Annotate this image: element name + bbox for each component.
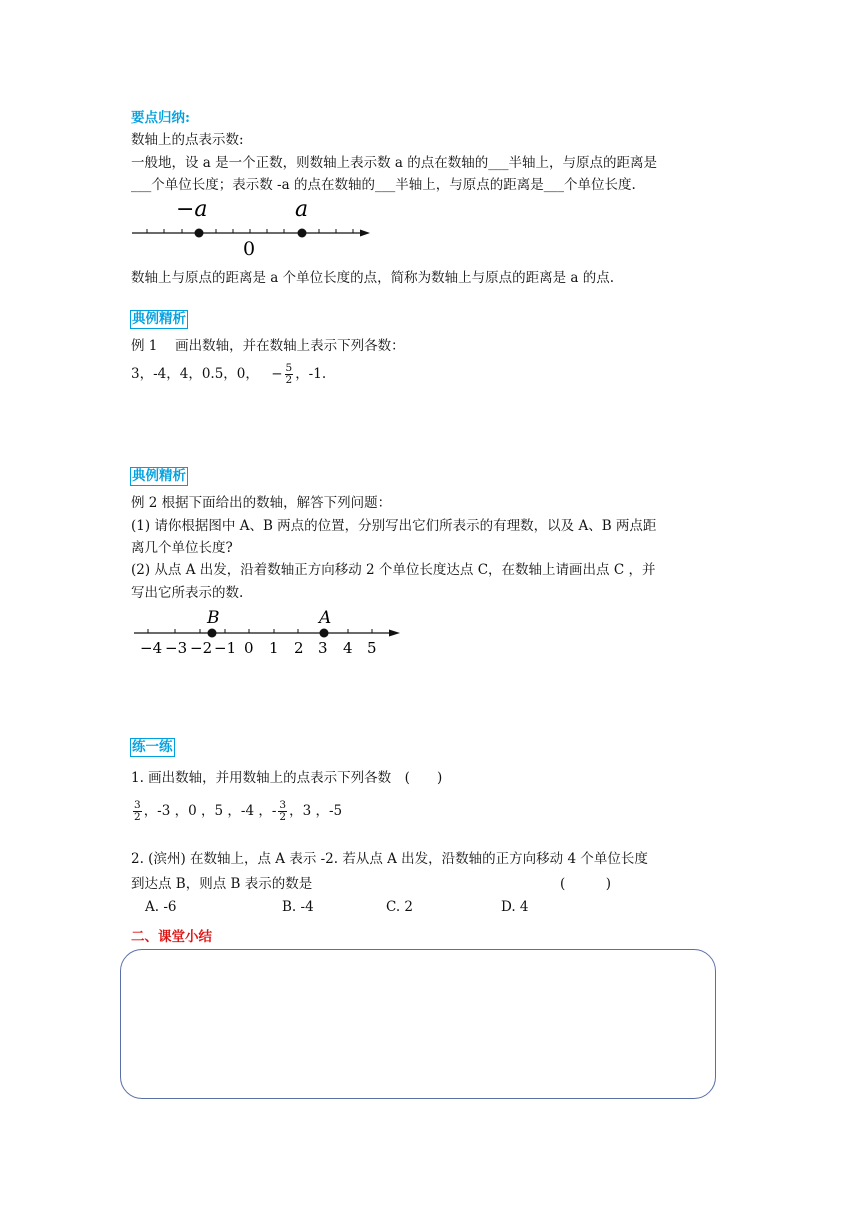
- point-a: [298, 229, 307, 238]
- label-a: A: [319, 608, 332, 628]
- tick-label-3: 3: [318, 639, 328, 657]
- summary-box: [120, 949, 716, 1099]
- fraction-denominator: 2: [285, 374, 293, 386]
- practice-tag: 练一练: [132, 739, 173, 755]
- option-b: B. -4: [282, 899, 314, 915]
- fraction-numerator: 3: [134, 799, 141, 811]
- tick-label-neg-1: −1: [214, 639, 237, 657]
- tick-label-1: 1: [269, 639, 279, 657]
- example-2-q2-line-2: 写出它所表示的数.: [131, 585, 244, 601]
- example-2-title: 例 2 根据下面给出的数轴，解答下列问题：: [131, 495, 392, 511]
- example-1-fraction-sign: −: [271, 366, 283, 382]
- tick-label-2: 2: [294, 639, 304, 657]
- practice-q1: 1. 画出数轴，并用数轴上的点表示下列各数 ( ): [131, 770, 443, 786]
- fraction-numerator: 5: [285, 362, 293, 374]
- label-zero: 0: [243, 238, 256, 260]
- option-a: A. -6: [145, 899, 177, 915]
- tick-label-0: 0: [244, 639, 254, 657]
- summary-heading: 二、课堂小结: [131, 929, 212, 945]
- option-d: D. 4: [501, 899, 529, 915]
- tick-label-neg-4: −4: [140, 639, 163, 657]
- key-points-line-1: 数轴上的点表示数:: [131, 132, 244, 148]
- practice-q2-line-2: 到达点 B，则点 B 表示的数是: [131, 876, 313, 892]
- fraction-denominator: 2: [279, 811, 287, 823]
- example-1-fraction: [285, 363, 294, 386]
- label-a: a: [295, 197, 309, 222]
- example-1-numbers: [131, 362, 326, 386]
- practice-q1-numbers: [133, 799, 342, 823]
- example-1-numbers-a: 3，-4，4，0.5，0，: [131, 366, 259, 382]
- example-1-title: 例 1 画出数轴，并在数轴上表示下列各数：: [131, 338, 405, 354]
- practice-q1-end: ，3 ，-5: [289, 803, 343, 819]
- example-2-tag: 典例精析: [132, 468, 186, 484]
- practice-q2-line-1: 2. (滨州) 在数轴上，点 A 表示 -2. 若从点 A 出发，沿数轴的正方向移动 4 个单位长度: [131, 851, 648, 867]
- tick-label-neg-3: −3: [165, 639, 188, 657]
- tick-label-5: 5: [367, 639, 377, 657]
- key-points-line-4: 数轴上与原点的距离是 a 个单位长度的点，简称为数轴上与原点的距离是 a 的点.: [131, 270, 615, 286]
- point-neg-a: [195, 229, 204, 238]
- point-b: [208, 629, 217, 638]
- example-2-q1-line-2: 离几个单位长度?: [131, 540, 233, 556]
- key-points-line-2: 一般地，设 a 是一个正数，则数轴上表示数 a 的点在数轴的___半轴上，与原点的距离是: [131, 155, 658, 171]
- key-points-heading: 要点归纳:: [131, 110, 190, 126]
- option-c: C. 2: [386, 899, 414, 915]
- practice-fraction-2: [278, 800, 287, 823]
- practice-q2-answer-paren: ( ): [560, 876, 612, 892]
- example-1-tag: 典例精析: [132, 311, 186, 327]
- key-points-line-3: ___个单位长度；表示数 -a 的点在数轴的___半轴上，与原点的距离是___个单位长度.: [131, 177, 636, 193]
- number-line-a: [130, 195, 375, 260]
- number-line-b: [130, 605, 410, 660]
- label-b: B: [207, 608, 220, 628]
- fraction-denominator: 2: [134, 811, 141, 823]
- practice-fraction-1: [133, 800, 142, 823]
- tick-label-4: 4: [343, 639, 353, 657]
- example-2-q1-line-1: (1) 请你根据图中 A、B 两点的位置，分别写出它们所表示的有理数，以及 A、B 两点距: [131, 518, 657, 534]
- example-2-q2-line-1: (2) 从点 A 出发，沿着数轴正方向移动 2 个单位长度达点 C，在数轴上请画出点 C ，并: [131, 562, 656, 578]
- label-neg-a: −a: [176, 197, 208, 222]
- point-a: [320, 629, 329, 638]
- tick-label-neg-2: −2: [190, 639, 213, 657]
- practice-q1-middle: ，-3 ，0 ，5 ，-4 ，-: [143, 803, 277, 819]
- fraction-numerator: 3: [279, 799, 287, 811]
- example-1-numbers-b: ，-1.: [295, 366, 327, 382]
